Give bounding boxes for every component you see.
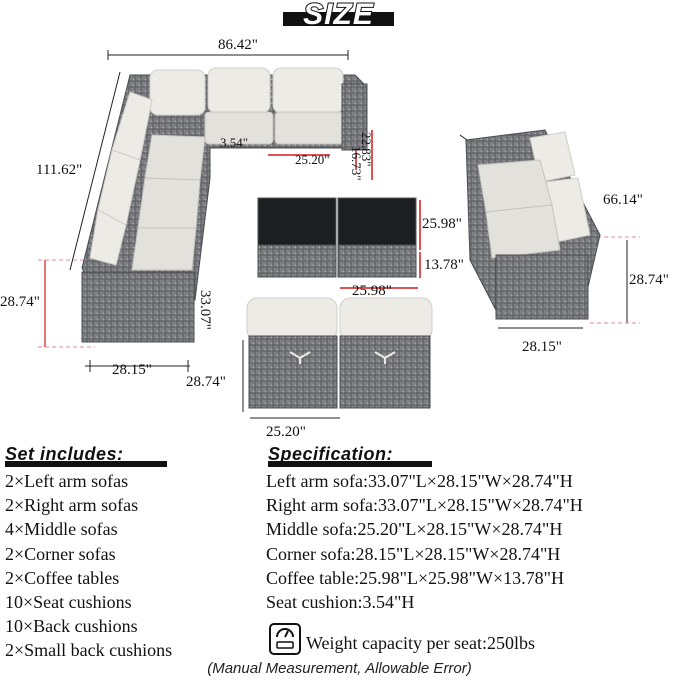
spec-item: Seat cushion:3.54"H	[266, 592, 415, 613]
list-item: 2×Right arm sofas	[5, 495, 139, 516]
list-item: 2×Coffee tables	[5, 567, 120, 588]
list-item: 4×Middle sofas	[5, 519, 118, 540]
dim-left-length: 33.07"	[197, 290, 213, 330]
dim-seat-cushion: 3.54"	[220, 135, 249, 150]
coffee-tables	[258, 198, 416, 277]
list-item: 2×Small back cushions	[5, 640, 173, 661]
page-title: SIZE	[303, 0, 374, 31]
dim-back-height: 22.83"	[359, 132, 374, 167]
dim-right-height: 28.74"	[629, 272, 669, 288]
dim-ottoman-height: 28.74"	[186, 374, 226, 390]
dim-seat-height: 16.73"	[349, 146, 364, 181]
loveseat	[466, 130, 600, 319]
specification-heading-wrap	[268, 444, 432, 467]
dim-table-width: 25.98"	[352, 283, 392, 299]
dim-middle-width: 25.20"	[295, 152, 330, 167]
specification-heading: Specification:	[268, 444, 394, 464]
ottomans	[247, 298, 432, 408]
set-includes-list	[5, 469, 172, 663]
spec-item: Right arm sofa:33.07"L×28.15"W×28.74"H	[266, 495, 583, 516]
spec-item: Corner sofa:28.15"L×28.15"W×28.74"H	[266, 543, 561, 564]
list-item: 2×Left arm sofas	[5, 471, 129, 491]
list-item: 2×Corner sofas	[5, 543, 116, 564]
dim-overall-width: 86.42"	[218, 37, 258, 53]
dim-table-height: 13.78"	[424, 257, 464, 273]
set-includes-heading-wrap	[5, 444, 167, 467]
scale-icon	[268, 622, 302, 656]
spec-item: Coffee table:25.98"L×25.98"W×13.78"H	[266, 567, 564, 588]
spec-item: Middle sofa:25.20"L×28.15"W×28.74"H	[266, 519, 563, 540]
dim-ottoman-width: 25.20"	[266, 424, 306, 440]
dim-table-depth: 25.98"	[422, 216, 462, 232]
dim-right-width: 28.15"	[522, 339, 562, 355]
dim-left-width: 28.15"	[112, 362, 152, 378]
dim-overall-depth: 111.62"	[36, 162, 83, 178]
list-item: 10×Seat cushions	[5, 592, 132, 613]
list-item: 10×Back cushions	[5, 616, 138, 637]
weight-capacity: Weight capacity per seat:250lbs	[306, 633, 535, 653]
spec-item: Left arm sofa:33.07"L×28.15"W×28.74"H	[266, 471, 573, 491]
specification-list	[266, 469, 583, 614]
dim-right-length: 66.14"	[603, 192, 643, 208]
set-includes-heading: Set includes:	[5, 444, 124, 464]
footer-note: (Manual Measurement, Allowable Error)	[207, 660, 472, 677]
dim-left-height: 28.74"	[0, 294, 40, 310]
